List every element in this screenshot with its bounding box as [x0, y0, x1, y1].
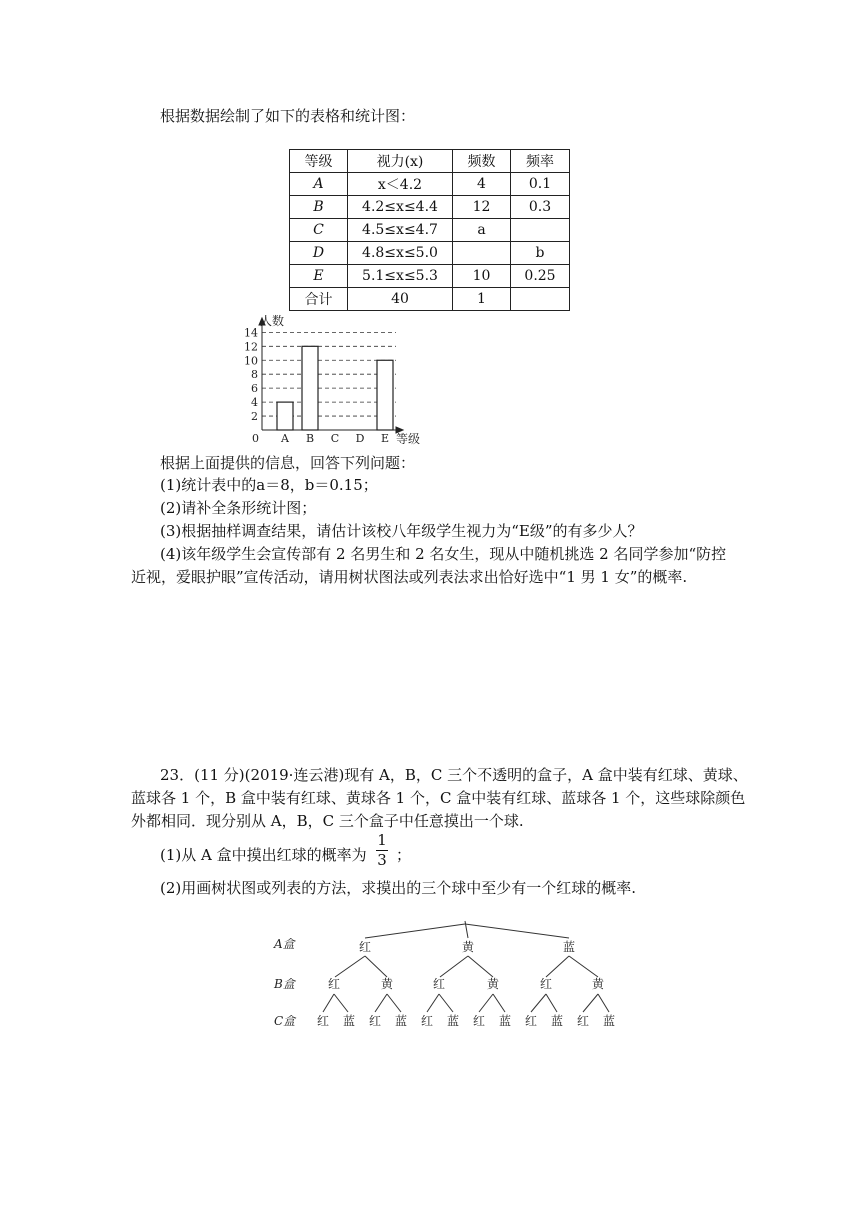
table-header: 频数 [453, 150, 511, 173]
tree-leaf: 红 [316, 1014, 330, 1028]
y-axis-label: 人数 [260, 314, 285, 328]
table-cell: E [290, 265, 348, 288]
question-4-line1: (4)该年级学生会宣传部有 2 名男生和 2 名女生，现从中随机挑选 2 名同学参加“防控 [160, 545, 727, 563]
tree-diagram [260, 915, 640, 1040]
tree-leaf: 蓝 [446, 1014, 460, 1028]
tree-leaf: 蓝 [342, 1014, 356, 1028]
table-header: 频率 [511, 150, 570, 173]
tree-node: 蓝 [562, 940, 576, 954]
tree-node: 红 [432, 977, 446, 991]
problem-23-q1-suffix: ； [396, 846, 412, 864]
table-cell: 4.2≤x≤4.4 [348, 196, 453, 219]
problem-23-q2: (2)用画树状图或列表的方法，求摸出的三个球中至少有一个红球的概率. [160, 879, 637, 897]
tree-leaf: 蓝 [550, 1014, 564, 1028]
table-cell: 0.3 [511, 196, 570, 219]
bar-E [377, 360, 393, 430]
table-cell: 合计 [290, 288, 348, 311]
table-cell: D [290, 242, 348, 265]
x-tick-label: D [355, 432, 365, 445]
tree-leaf: 蓝 [394, 1014, 408, 1028]
table-row [290, 173, 570, 196]
tree-leaf: 蓝 [602, 1014, 616, 1028]
tree-node: 黄 [486, 977, 500, 991]
tree-leaf: 红 [420, 1014, 434, 1028]
problem-23-line2: 蓝球各 1 个，B 盒中装有红球、黄球各 1 个，C 盒中装有红球、蓝球各 1 个，这些球除颜色 [131, 789, 746, 807]
tree-node: 黄 [380, 977, 394, 991]
bar-B [302, 346, 318, 430]
intro-text: 根据数据绘制了如下的表格和统计图： [160, 107, 416, 125]
y-tick-label: 8 [251, 368, 258, 382]
table-cell: B [290, 196, 348, 219]
x-tick-label: B [305, 432, 315, 445]
table-header: 等级 [290, 150, 348, 173]
fraction-numerator: 1 [377, 831, 387, 849]
table-cell: 4.5≤x≤4.7 [348, 219, 453, 242]
table-cell [511, 219, 570, 242]
table-cell: 1 [453, 288, 511, 311]
table-cell: 4 [453, 173, 511, 196]
origin-label: 0 [252, 432, 259, 445]
x-tick-label: C [330, 432, 340, 445]
table-cell: 4.8≤x≤5.0 [348, 242, 453, 265]
y-tick-label: 6 [251, 382, 258, 396]
table-cell: 5.1≤x≤5.3 [348, 265, 453, 288]
tree-node: 黄 [461, 940, 475, 954]
table-cell: 0.1 [511, 173, 570, 196]
table-row [290, 196, 570, 219]
y-tick-label: 2 [251, 410, 258, 424]
x-axis-label: 等级 [396, 432, 421, 446]
table-cell: x＜4.2 [348, 173, 453, 196]
tree-leaf: 蓝 [498, 1014, 512, 1028]
table-cell: 12 [453, 196, 511, 219]
table-cell: a [453, 219, 511, 242]
problem-23-line1: 23．(11 分)(2019·连云港)现有 A，B，C 三个不透明的盒子，A 盒中装有红球、黄球、 [160, 766, 748, 784]
tree-branches [323, 921, 609, 1012]
tree-leaf: 红 [472, 1014, 486, 1028]
question-3: (3)根据抽样调查结果，请估计该校八年级学生视力为“E级”的有多少人？ [160, 522, 643, 540]
y-tick-label: 4 [251, 396, 258, 410]
table-cell: A [290, 173, 348, 196]
x-tick-label: E [380, 432, 390, 445]
question-1: (1)统计表中的a＝8，b＝0.15； [160, 476, 378, 494]
question-4-line2: 近视，爱眼护眼”宣传活动，请用树状图法或列表法求出恰好选中“1 男 1 女”的概率. [131, 568, 688, 586]
questions-lead: 根据上面提供的信息，回答下列问题： [160, 454, 416, 472]
table-cell: 10 [453, 265, 511, 288]
tree-row-label: C盒 [274, 1014, 296, 1028]
problem-23-q1-prefix: (1)从 A 盒中摸出红球的概率为 [160, 846, 367, 864]
table-header: 视力(x) [348, 150, 453, 173]
question-2: (2)请补全条形统计图； [160, 499, 317, 517]
fraction-denominator: 3 [377, 851, 387, 869]
table-cell: b [511, 242, 570, 265]
table-row [290, 219, 570, 242]
tree-leaf: 红 [368, 1014, 382, 1028]
tree-node: 红 [327, 977, 341, 991]
y-tick-label: 12 [244, 340, 258, 354]
frequency-table [289, 149, 570, 311]
table-row [290, 265, 570, 288]
table-cell [511, 288, 570, 311]
table-cell [453, 242, 511, 265]
tree-node: 红 [539, 977, 553, 991]
bar-A [277, 402, 293, 430]
tree-row-label: A盒 [274, 937, 295, 951]
y-tick-label: 14 [244, 326, 258, 340]
tree-node: 黄 [591, 977, 605, 991]
table-row [290, 242, 570, 265]
problem-23-line3: 外都相同．现分别从 A，B，C 三个盒子中任意摸出一个球. [131, 812, 524, 830]
tree-leaf: 红 [576, 1014, 590, 1028]
tree-node: 红 [358, 940, 372, 954]
table-cell: C [290, 219, 348, 242]
table-cell: 40 [348, 288, 453, 311]
table-header-row [290, 150, 570, 173]
y-tick-label: 10 [244, 354, 258, 368]
tree-leaf: 红 [524, 1014, 538, 1028]
tree-row-label: B盒 [274, 977, 295, 991]
bar-chart [240, 308, 440, 450]
table-cell: 0.25 [511, 265, 570, 288]
x-tick-label: A [281, 432, 289, 445]
